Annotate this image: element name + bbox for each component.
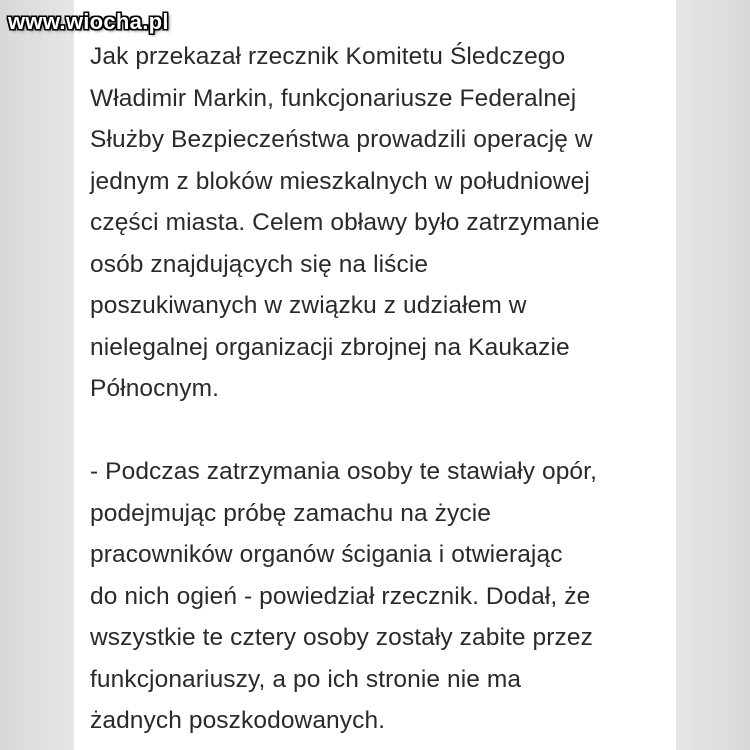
text-line: Północnym.	[90, 375, 220, 402]
text-line: funkcjonariuszy, a po ich stronie nie ma	[90, 665, 522, 693]
text-line: Służby Bezpieczeństwa prowadzili operację w	[90, 126, 593, 153]
text-line: żadnych poszkodowanych.	[90, 707, 386, 734]
text-line: Władimir Markin, funkcjonariusze Federalnej	[90, 84, 577, 112]
text-line: nielegalnej organizacji zbrojnej na Kaukazie	[90, 333, 570, 361]
paragraph-spacer	[90, 410, 670, 452]
paragraph-1	[90, 36, 670, 410]
text-line: części miasta. Celem obławy było zatrzymanie	[90, 209, 600, 236]
right-blur-margin	[676, 0, 750, 750]
text-line: jednym z bloków mieszkalnych w południowej	[90, 167, 590, 195]
text-line: do nich ogień - powiedział rzecznik. Dodał, że	[90, 582, 591, 610]
left-blur-margin	[0, 0, 74, 750]
text-line: wszystkie te cztery osoby zostały zabite przez	[90, 624, 593, 651]
site-watermark: www.wiocha.pl	[8, 9, 169, 34]
text-line: osób znajdujących się na liście	[90, 250, 429, 278]
text-line: podejmując próbę zamachu na życie	[90, 499, 491, 527]
text-line: pracowników organów ścigania i otwierając	[90, 541, 563, 568]
article-body	[90, 36, 670, 742]
paragraph-2	[90, 451, 670, 742]
text-line: Jak przekazał rzecznik Komitetu Śledczego	[90, 43, 566, 70]
article-page	[74, 0, 676, 750]
text-line: - Podczas zatrzymania osoby te stawiały opór,	[90, 458, 597, 485]
text-line: poszukiwanych w związku z udziałem w	[90, 292, 527, 319]
